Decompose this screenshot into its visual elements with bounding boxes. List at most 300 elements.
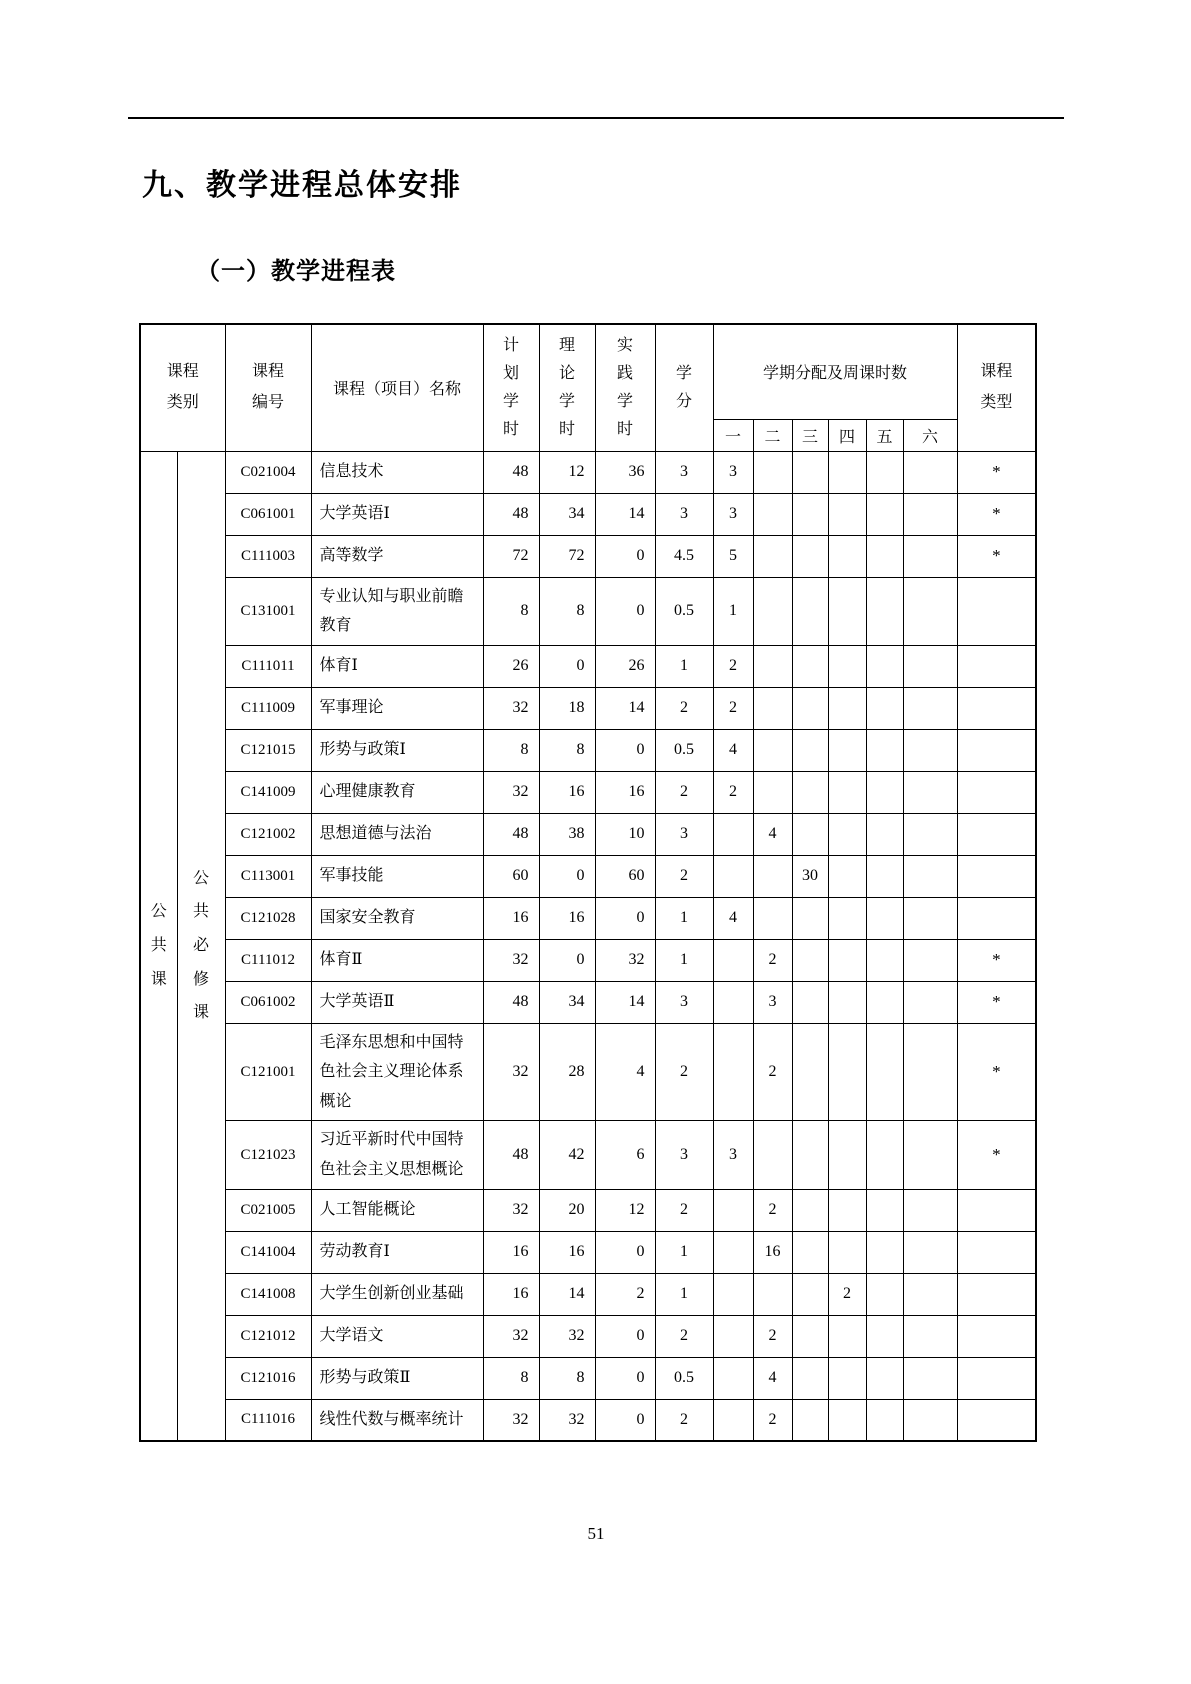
course-code-cell: C021005 [225, 1189, 311, 1231]
semester-3-cell [792, 771, 828, 813]
course-name-cell: 信息技术 [311, 451, 483, 493]
practice-hours-cell: 36 [595, 451, 655, 493]
course-row [140, 1315, 1036, 1357]
semester-2-cell [753, 771, 792, 813]
semester-3-cell [792, 1315, 828, 1357]
semester-3-cell [792, 645, 828, 687]
semester-5-cell [866, 771, 903, 813]
course-name-cell: 大学英语Ⅱ [311, 981, 483, 1023]
semester-5-cell [866, 813, 903, 855]
header-semester-1: 一 [713, 419, 753, 451]
planned-hours-cell: 48 [483, 981, 539, 1023]
course-name-cell: 大学生创新创业基础 [311, 1273, 483, 1315]
practice-hours-cell: 10 [595, 813, 655, 855]
practice-hours-cell: 0 [595, 577, 655, 645]
course-type-cell [957, 771, 1036, 813]
course-code-cell: C113001 [225, 855, 311, 897]
semester-2-cell: 2 [753, 1189, 792, 1231]
semester-6-cell [903, 493, 957, 535]
semester-3-cell [792, 1189, 828, 1231]
credits-cell: 2 [655, 1189, 713, 1231]
header-semester-5: 五 [866, 419, 903, 451]
header-planned-hours: 计划学时 [483, 324, 539, 451]
semester-1-cell: 4 [713, 729, 753, 771]
course-type-cell: * [957, 981, 1036, 1023]
course-code-cell: C131001 [225, 577, 311, 645]
semester-3-cell [792, 1273, 828, 1315]
credits-cell: 2 [655, 1315, 713, 1357]
semester-1-cell: 1 [713, 577, 753, 645]
semester-3-cell [792, 729, 828, 771]
course-row [140, 577, 1036, 645]
semester-4-cell [828, 577, 866, 645]
header-theory-hours: 理论学时 [539, 324, 595, 451]
theory-hours-cell: 18 [539, 687, 595, 729]
semester-3-cell [792, 687, 828, 729]
semester-5-cell [866, 1315, 903, 1357]
planned-hours-cell: 8 [483, 577, 539, 645]
semester-1-cell: 4 [713, 897, 753, 939]
course-name-cell: 人工智能概论 [311, 1189, 483, 1231]
semester-1-cell: 3 [713, 493, 753, 535]
credits-cell: 0.5 [655, 1357, 713, 1399]
semester-6-cell [903, 981, 957, 1023]
section-title: 九、教学进程总体安排 [142, 169, 462, 202]
semester-3-cell [792, 1357, 828, 1399]
semester-6-cell [903, 1273, 957, 1315]
semester-6-cell [903, 1023, 957, 1121]
planned-hours-cell: 48 [483, 493, 539, 535]
course-row [140, 535, 1036, 577]
semester-5-cell [866, 451, 903, 493]
course-row [140, 981, 1036, 1023]
semester-6-cell [903, 729, 957, 771]
header-semester-3: 三 [792, 419, 828, 451]
planned-hours-cell: 26 [483, 645, 539, 687]
course-type-cell [957, 1189, 1036, 1231]
semester-5-cell [866, 1399, 903, 1441]
planned-hours-cell: 32 [483, 1023, 539, 1121]
course-type-cell [957, 897, 1036, 939]
semester-2-cell [753, 1273, 792, 1315]
semester-1-cell: 3 [713, 1121, 753, 1189]
planned-hours-cell: 32 [483, 1315, 539, 1357]
course-name-cell: 体育Ⅰ [311, 645, 483, 687]
course-type-cell: * [957, 451, 1036, 493]
credits-cell: 3 [655, 813, 713, 855]
semester-1-cell [713, 1231, 753, 1273]
semester-5-cell [866, 729, 903, 771]
planned-hours-cell: 32 [483, 939, 539, 981]
semester-1-cell [713, 1399, 753, 1441]
semester-4-cell [828, 771, 866, 813]
course-code-cell: C141004 [225, 1231, 311, 1273]
course-name-cell: 思想道德与法治 [311, 813, 483, 855]
table-header-row [140, 324, 1036, 419]
credits-cell: 1 [655, 897, 713, 939]
semester-6-cell [903, 813, 957, 855]
course-name-cell: 军事理论 [311, 687, 483, 729]
course-type-cell [957, 645, 1036, 687]
semester-3-cell [792, 813, 828, 855]
semester-3-cell [792, 939, 828, 981]
semester-4-cell [828, 645, 866, 687]
practice-hours-cell: 6 [595, 1121, 655, 1189]
credits-cell: 1 [655, 939, 713, 981]
semester-6-cell [903, 1315, 957, 1357]
semester-5-cell [866, 855, 903, 897]
course-row [140, 1273, 1036, 1315]
category-level2-cell-label: 公共必修课 [192, 869, 209, 1022]
semester-2-cell [753, 729, 792, 771]
credits-cell: 3 [655, 451, 713, 493]
course-code-cell: C121016 [225, 1357, 311, 1399]
teaching-schedule-table [139, 323, 1037, 1442]
course-code-cell: C111012 [225, 939, 311, 981]
practice-hours-cell: 0 [595, 1231, 655, 1273]
practice-hours-cell: 0 [595, 1357, 655, 1399]
semester-5-cell [866, 897, 903, 939]
course-code-cell: C121015 [225, 729, 311, 771]
practice-hours-cell: 60 [595, 855, 655, 897]
category-level1-cell [140, 451, 177, 1441]
semester-3-cell [792, 1399, 828, 1441]
semester-5-cell [866, 981, 903, 1023]
course-type-cell: * [957, 1023, 1036, 1121]
credits-cell: 1 [655, 1273, 713, 1315]
theory-hours-cell: 8 [539, 577, 595, 645]
planned-hours-cell: 48 [483, 813, 539, 855]
semester-4-cell [828, 1357, 866, 1399]
course-code-cell: C121023 [225, 1121, 311, 1189]
semester-4-cell [828, 1121, 866, 1189]
semester-6-cell [903, 577, 957, 645]
semester-1-cell [713, 855, 753, 897]
course-row [140, 771, 1036, 813]
semester-2-cell [753, 451, 792, 493]
course-row [140, 1189, 1036, 1231]
semester-1-cell: 2 [713, 645, 753, 687]
semester-1-cell [713, 1189, 753, 1231]
course-type-cell [957, 577, 1036, 645]
course-type-cell [957, 687, 1036, 729]
semester-6-cell [903, 687, 957, 729]
semester-6-cell [903, 645, 957, 687]
semester-1-cell [713, 981, 753, 1023]
semester-5-cell [866, 493, 903, 535]
semester-4-cell [828, 1231, 866, 1273]
semester-5-cell [866, 535, 903, 577]
practice-hours-cell: 0 [595, 535, 655, 577]
semester-4-cell [828, 535, 866, 577]
course-code-cell: C121028 [225, 897, 311, 939]
category-level1-cell-label: 公共课 [150, 903, 167, 988]
semester-2-cell [753, 535, 792, 577]
course-code-cell: C111011 [225, 645, 311, 687]
course-row [140, 1023, 1036, 1121]
semester-3-cell [792, 981, 828, 1023]
semester-4-cell [828, 813, 866, 855]
planned-hours-cell: 32 [483, 1399, 539, 1441]
practice-hours-cell: 32 [595, 939, 655, 981]
table-body [140, 451, 1036, 1441]
header-semester-group: 学期分配及周课时数 [713, 324, 957, 419]
semester-2-cell [753, 1121, 792, 1189]
semester-2-cell: 2 [753, 939, 792, 981]
semester-4-cell [828, 451, 866, 493]
credits-cell: 2 [655, 1023, 713, 1121]
semester-1-cell [713, 1357, 753, 1399]
planned-hours-cell: 72 [483, 535, 539, 577]
course-name-cell: 劳动教育Ⅰ [311, 1231, 483, 1273]
course-code-cell: C061001 [225, 493, 311, 535]
course-type-cell [957, 729, 1036, 771]
course-code-cell: C021004 [225, 451, 311, 493]
header-credits: 学分 [655, 324, 713, 451]
planned-hours-cell: 32 [483, 687, 539, 729]
credits-cell: 2 [655, 855, 713, 897]
semester-2-cell [753, 577, 792, 645]
practice-hours-cell: 14 [595, 981, 655, 1023]
credits-cell: 3 [655, 1121, 713, 1189]
theory-hours-cell: 14 [539, 1273, 595, 1315]
course-type-cell [957, 1357, 1036, 1399]
theory-hours-cell: 16 [539, 771, 595, 813]
semester-2-cell: 2 [753, 1399, 792, 1441]
theory-hours-cell: 8 [539, 729, 595, 771]
course-name-cell: 毛泽东思想和中国特色社会主义理论体系概论 [311, 1023, 483, 1121]
semester-4-cell: 2 [828, 1273, 866, 1315]
course-name-cell: 高等数学 [311, 535, 483, 577]
semester-1-cell [713, 1273, 753, 1315]
semester-5-cell [866, 1121, 903, 1189]
theory-hours-cell: 42 [539, 1121, 595, 1189]
header-course-code: 课程编号 [225, 324, 311, 451]
credits-cell: 1 [655, 645, 713, 687]
course-type-cell [957, 1231, 1036, 1273]
course-row [140, 1399, 1036, 1441]
course-type-cell: * [957, 1121, 1036, 1189]
course-type-cell: * [957, 535, 1036, 577]
course-name-cell: 大学英语Ⅰ [311, 493, 483, 535]
semester-5-cell [866, 1357, 903, 1399]
course-type-cell: * [957, 939, 1036, 981]
semester-6-cell [903, 535, 957, 577]
practice-hours-cell: 16 [595, 771, 655, 813]
credits-cell: 1 [655, 1231, 713, 1273]
course-code-cell: C121001 [225, 1023, 311, 1121]
course-code-cell: C141009 [225, 771, 311, 813]
practice-hours-cell: 0 [595, 1399, 655, 1441]
practice-hours-cell: 0 [595, 897, 655, 939]
course-row [140, 855, 1036, 897]
planned-hours-cell: 32 [483, 1189, 539, 1231]
theory-hours-cell: 38 [539, 813, 595, 855]
practice-hours-cell: 4 [595, 1023, 655, 1121]
theory-hours-cell: 8 [539, 1357, 595, 1399]
semester-4-cell [828, 493, 866, 535]
semester-3-cell: 30 [792, 855, 828, 897]
header-rule [128, 117, 1064, 119]
course-row [140, 1121, 1036, 1189]
course-row [140, 897, 1036, 939]
theory-hours-cell: 28 [539, 1023, 595, 1121]
planned-hours-cell: 60 [483, 855, 539, 897]
practice-hours-cell: 14 [595, 687, 655, 729]
course-type-cell [957, 1399, 1036, 1441]
semester-6-cell [903, 1121, 957, 1189]
semester-4-cell [828, 939, 866, 981]
semester-3-cell [792, 535, 828, 577]
planned-hours-cell: 16 [483, 1273, 539, 1315]
semester-5-cell [866, 1273, 903, 1315]
course-code-cell: C061002 [225, 981, 311, 1023]
semester-1-cell [713, 1023, 753, 1121]
course-code-cell: C121002 [225, 813, 311, 855]
theory-hours-cell: 72 [539, 535, 595, 577]
semester-4-cell [828, 1189, 866, 1231]
semester-6-cell [903, 1231, 957, 1273]
practice-hours-cell: 12 [595, 1189, 655, 1231]
course-name-cell: 国家安全教育 [311, 897, 483, 939]
practice-hours-cell: 14 [595, 493, 655, 535]
semester-4-cell [828, 687, 866, 729]
course-row [140, 645, 1036, 687]
credits-cell: 2 [655, 1399, 713, 1441]
course-name-cell: 形势与政策Ⅰ [311, 729, 483, 771]
semester-1-cell: 5 [713, 535, 753, 577]
semester-1-cell: 3 [713, 451, 753, 493]
course-name-cell: 形势与政策Ⅱ [311, 1357, 483, 1399]
theory-hours-cell: 32 [539, 1315, 595, 1357]
semester-2-cell [753, 897, 792, 939]
semester-6-cell [903, 771, 957, 813]
semester-2-cell [753, 645, 792, 687]
semester-6-cell [903, 897, 957, 939]
semester-2-cell [753, 855, 792, 897]
semester-1-cell [713, 939, 753, 981]
course-code-cell: C111003 [225, 535, 311, 577]
semester-2-cell: 3 [753, 981, 792, 1023]
course-type-cell [957, 1273, 1036, 1315]
semester-6-cell [903, 1189, 957, 1231]
theory-hours-cell: 20 [539, 1189, 595, 1231]
semester-2-cell [753, 687, 792, 729]
course-name-cell: 习近平新时代中国特色社会主义思想概论 [311, 1121, 483, 1189]
credits-cell: 3 [655, 981, 713, 1023]
semester-4-cell [828, 855, 866, 897]
semester-2-cell [753, 493, 792, 535]
semester-2-cell: 2 [753, 1315, 792, 1357]
course-name-cell: 军事技能 [311, 855, 483, 897]
semester-2-cell: 16 [753, 1231, 792, 1273]
course-code-cell: C141008 [225, 1273, 311, 1315]
course-code-cell: C111009 [225, 687, 311, 729]
theory-hours-cell: 12 [539, 451, 595, 493]
course-type-cell [957, 813, 1036, 855]
planned-hours-cell: 48 [483, 1121, 539, 1189]
course-name-cell: 大学语文 [311, 1315, 483, 1357]
semester-6-cell [903, 855, 957, 897]
semester-3-cell [792, 1023, 828, 1121]
course-name-cell: 体育Ⅱ [311, 939, 483, 981]
planned-hours-cell: 32 [483, 771, 539, 813]
semester-5-cell [866, 687, 903, 729]
semester-4-cell [828, 897, 866, 939]
semester-4-cell [828, 981, 866, 1023]
course-code-cell: C111016 [225, 1399, 311, 1441]
header-semester-6: 六 [903, 419, 957, 451]
semester-3-cell [792, 577, 828, 645]
semester-5-cell [866, 645, 903, 687]
theory-hours-cell: 34 [539, 981, 595, 1023]
semester-5-cell [866, 939, 903, 981]
course-row [140, 493, 1036, 535]
semester-4-cell [828, 729, 866, 771]
theory-hours-cell: 0 [539, 855, 595, 897]
credits-cell: 2 [655, 687, 713, 729]
semester-6-cell [903, 1399, 957, 1441]
semester-3-cell [792, 1121, 828, 1189]
planned-hours-cell: 8 [483, 729, 539, 771]
practice-hours-cell: 0 [595, 1315, 655, 1357]
course-row [140, 1357, 1036, 1399]
header-course-type: 课程类型 [957, 324, 1036, 451]
semester-3-cell [792, 493, 828, 535]
course-code-cell: C121012 [225, 1315, 311, 1357]
course-name-cell: 线性代数与概率统计 [311, 1399, 483, 1441]
semester-4-cell [828, 1023, 866, 1121]
semester-4-cell [828, 1315, 866, 1357]
page-number: 51 [587, 1524, 605, 1543]
semester-2-cell: 2 [753, 1023, 792, 1121]
credits-cell: 0.5 [655, 729, 713, 771]
semester-6-cell [903, 1357, 957, 1399]
theory-hours-cell: 16 [539, 897, 595, 939]
header-course-category: 课程类别 [140, 324, 225, 451]
semester-5-cell [866, 1189, 903, 1231]
header-semester-4: 四 [828, 419, 866, 451]
semester-2-cell: 4 [753, 1357, 792, 1399]
header-semester-2: 二 [753, 419, 792, 451]
course-row [140, 1231, 1036, 1273]
credits-cell: 3 [655, 493, 713, 535]
planned-hours-cell: 16 [483, 897, 539, 939]
semester-6-cell [903, 451, 957, 493]
semester-5-cell [866, 1023, 903, 1121]
planned-hours-cell: 48 [483, 451, 539, 493]
theory-hours-cell: 0 [539, 939, 595, 981]
course-row [140, 729, 1036, 771]
semester-5-cell [866, 1231, 903, 1273]
theory-hours-cell: 16 [539, 1231, 595, 1273]
header-practice-hours: 实践学时 [595, 324, 655, 451]
semester-3-cell [792, 1231, 828, 1273]
course-name-cell: 专业认知与职业前瞻教育 [311, 577, 483, 645]
course-row [140, 939, 1036, 981]
semester-4-cell [828, 1399, 866, 1441]
practice-hours-cell: 2 [595, 1273, 655, 1315]
semester-1-cell: 2 [713, 771, 753, 813]
credits-cell: 2 [655, 771, 713, 813]
semester-3-cell [792, 897, 828, 939]
course-row [140, 813, 1036, 855]
theory-hours-cell: 34 [539, 493, 595, 535]
course-type-cell [957, 855, 1036, 897]
semester-5-cell [866, 577, 903, 645]
semester-1-cell: 2 [713, 687, 753, 729]
credits-cell: 0.5 [655, 577, 713, 645]
